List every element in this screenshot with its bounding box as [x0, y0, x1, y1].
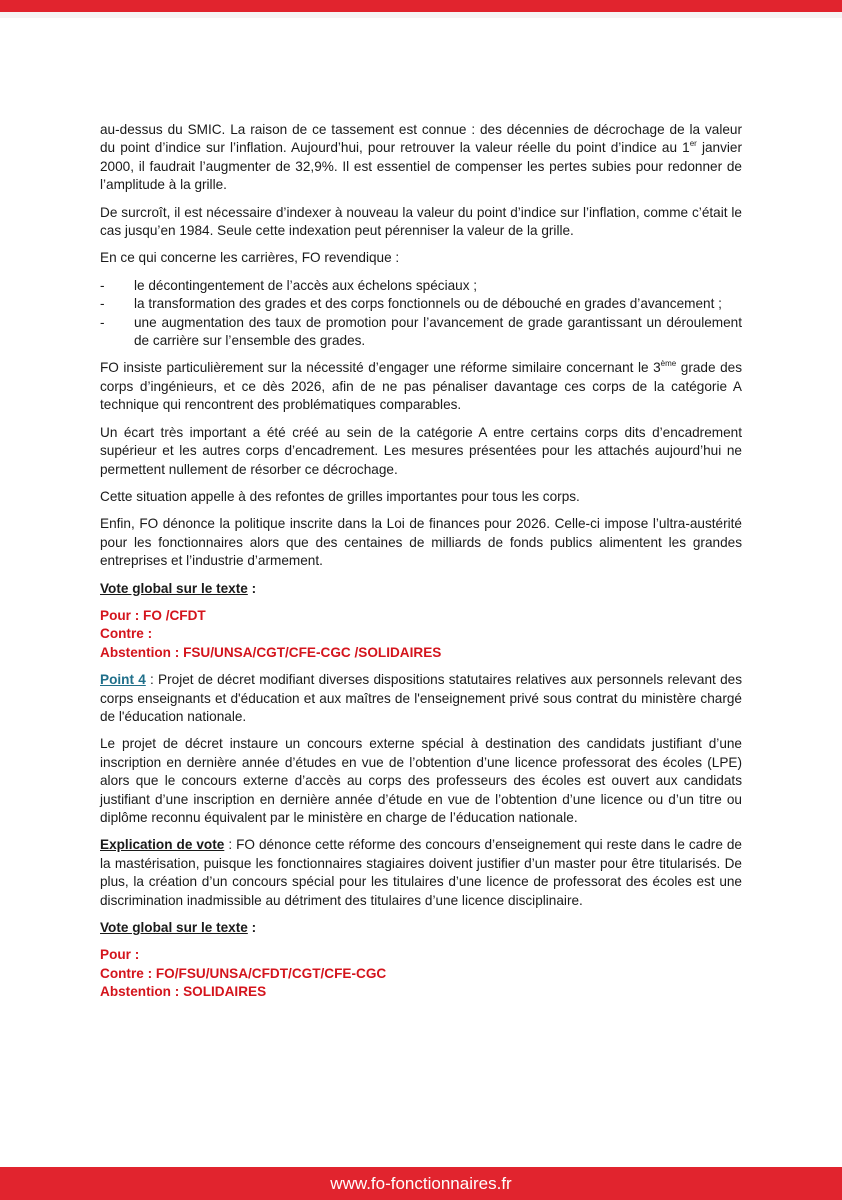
superscript-eme: ème [660, 359, 677, 369]
vote-contre: Contre : [100, 626, 153, 642]
paragraph-category-a-gap: Un écart très important a été créé au sein de la catégorie A entre certains corps dits d’encadrement supérieur et les autres corps d’encadrement. Les mesures présentées pour les attachés aujourd’hui ne permettent nullement de résorber ce décrochage. [100, 424, 742, 477]
header-accent-shadow [0, 12, 842, 18]
vote-abstention: Abstention : FSU/UNSA/CGT/CFE-CGC /SOLIDAIRES [100, 644, 442, 660]
list-item: - le décontingentement de l’accès aux échelons spéciaux ; [100, 277, 742, 295]
vote-heading-1: Vote global sur le texte : [100, 580, 257, 596]
vote-results-1 [100, 607, 742, 662]
vote-heading-2: Vote global sur le texte : [100, 920, 257, 936]
point4-title: Point 4 : Projet de décret modifiant diverses dispositions statutaires relatives aux personnels relevant des corps enseignants et d'éducation et aux maîtres de l'enseignement privé sous contrat du ministère chargé de l'éducation nationale. [100, 672, 742, 724]
explanation-label: Explication de vote [100, 837, 225, 853]
document-body [100, 121, 742, 1011]
paragraph-grid-overhaul: Cette situation appelle à des refontes de grilles importantes pour tous les corps. [100, 488, 580, 504]
claims-list [100, 277, 742, 351]
paragraph-finance-law: Enfin, FO dénonce la politique inscrite dans la Loi de finances pour 2026. Celle-ci impose l’ultra-austérité pour les fonctionnaires alors que des centaines de milliards de fonds publics alimentent les grandes entreprises et l’industrie d’armement. [100, 516, 742, 569]
footer-bar [0, 1167, 842, 1200]
point4-label: Point 4 [100, 672, 146, 688]
vote-explanation: Explication de vote : FO dénonce cette réforme des concours d’enseignement qui reste dans le cadre de la mastérisation, puisque les fonctionnaires stagiaires doivent justifier d’un master pour être titularisés. De plus, la création d’un concours spécial pour les titulaires d’une licence de professorat des écoles est une discrimination inadmissible au détriment des titulaires d’une licence disciplinaire. [100, 837, 742, 908]
vote-results-2 [100, 946, 742, 1001]
paragraph-indexation: De surcroît, il est nécessaire d’indexer à nouveau la valeur du point d’indice sur l’inflation, comme c’était le cas jusqu’en 1984. Seule cette indexation peut pérenniser la valeur de la grille. [100, 204, 742, 239]
bullet-dash: - [100, 277, 105, 293]
list-item: - la transformation des grades et des corps fonctionnels ou de débouché en grades d’avancement ; [100, 295, 742, 313]
vote-pour: Pour : FO /CFDT [100, 607, 206, 623]
paragraph-engineers: FO insiste particulièrement sur la nécessité d’engager une réforme similaire concernant le 3ème grade des corps d’ingénieurs, et ce dès 2026, afin de ne pas pénaliser davantage ces corps de la catégorie A technique qui rencontrent des problématiques comparables. [100, 359, 742, 413]
vote-abstention: Abstention : SOLIDAIRES [100, 984, 267, 1000]
paragraph-careers-intro: En ce qui concerne les carrières, FO revendique : [100, 250, 400, 266]
footer-website-link[interactable]: www.fo-fonctionnaires.fr [330, 1174, 512, 1193]
vote-pour: Pour : [100, 947, 140, 963]
paragraph-grid-amplitude: au-dessus du SMIC. La raison de ce tassement est connue : des décennies de décrochage de la valeur du point d’indice sur l’inflation. Aujourd’hui, pour retrouver la valeur réelle du point d’indice au 1er janvier 2000, il faudrait l’augmenter de 32,9%. Il est essentiel de compenser les pertes subies pour redonner de l’amplitude à la grille. [100, 122, 742, 193]
superscript-er: er [689, 139, 697, 149]
vote-contre: Contre : FO/FSU/UNSA/CFDT/CGT/CFE-CGC [100, 965, 387, 981]
bullet-dash: - [100, 314, 105, 330]
list-item: - une augmentation des taux de promotion pour l’avancement de grade garantissant un déroulement de carrière sur l’ensemble des grades. [100, 314, 742, 349]
header-accent-bar [0, 0, 842, 12]
point4-description: Le projet de décret instaure un concours externe spécial à destination des candidats justifiant d’une inscription en dernière année d’études en vue de l’obtention d’une licence professorat des écoles (LPE) alors que le concours externe d’accès au corps des professeurs des écoles est ouvert aux candidats justifiant d’une inscription en dernière année d’étude en vue de l’obtention d’une licence ou d’un titre ou diplôme reconnu équivalent par le ministère en charge de l’éducation nationale. [100, 736, 742, 825]
bullet-dash: - [100, 296, 105, 312]
